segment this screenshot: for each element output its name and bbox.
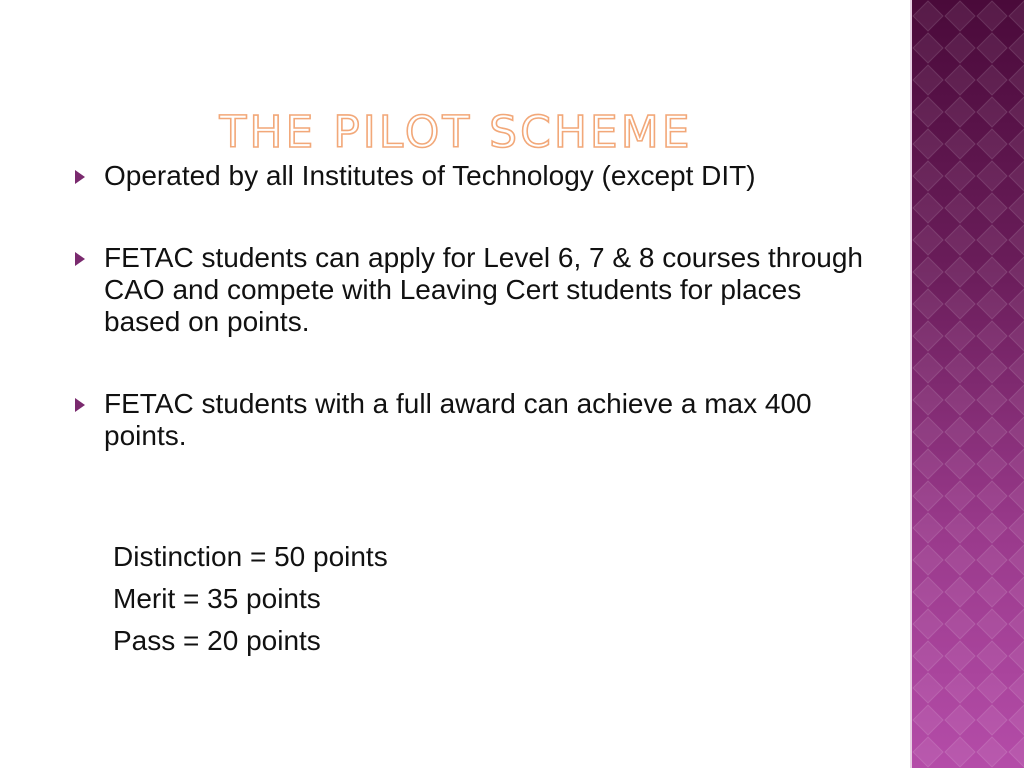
bullet-arrow-icon [75, 398, 85, 412]
points-line-merit: Merit = 35 points [113, 583, 321, 614]
bullet-list [70, 160, 870, 502]
bullet-item [70, 160, 870, 192]
points-breakdown [113, 536, 388, 662]
points-line-pass: Pass = 20 points [113, 625, 321, 656]
bullet-text: FETAC students can apply for Level 6, 7 & 8 courses through CAO and compete with Leaving Cert students for places based on points. [104, 242, 863, 337]
bullet-arrow-icon [75, 252, 85, 266]
bullet-text: Operated by all Institutes of Technology (except DIT) [104, 160, 756, 191]
bullet-item [70, 242, 870, 338]
points-line-distinction: Distinction = 50 points [113, 541, 388, 572]
bullet-text: FETAC students with a full award can achieve a max 400 points. [104, 388, 812, 451]
decorative-side-band [912, 0, 1024, 768]
bullet-arrow-icon [75, 170, 85, 184]
bullet-item [70, 388, 870, 452]
diamond-pattern [912, 0, 1024, 768]
slide-title: THE PILOT SCHEME [219, 107, 693, 158]
